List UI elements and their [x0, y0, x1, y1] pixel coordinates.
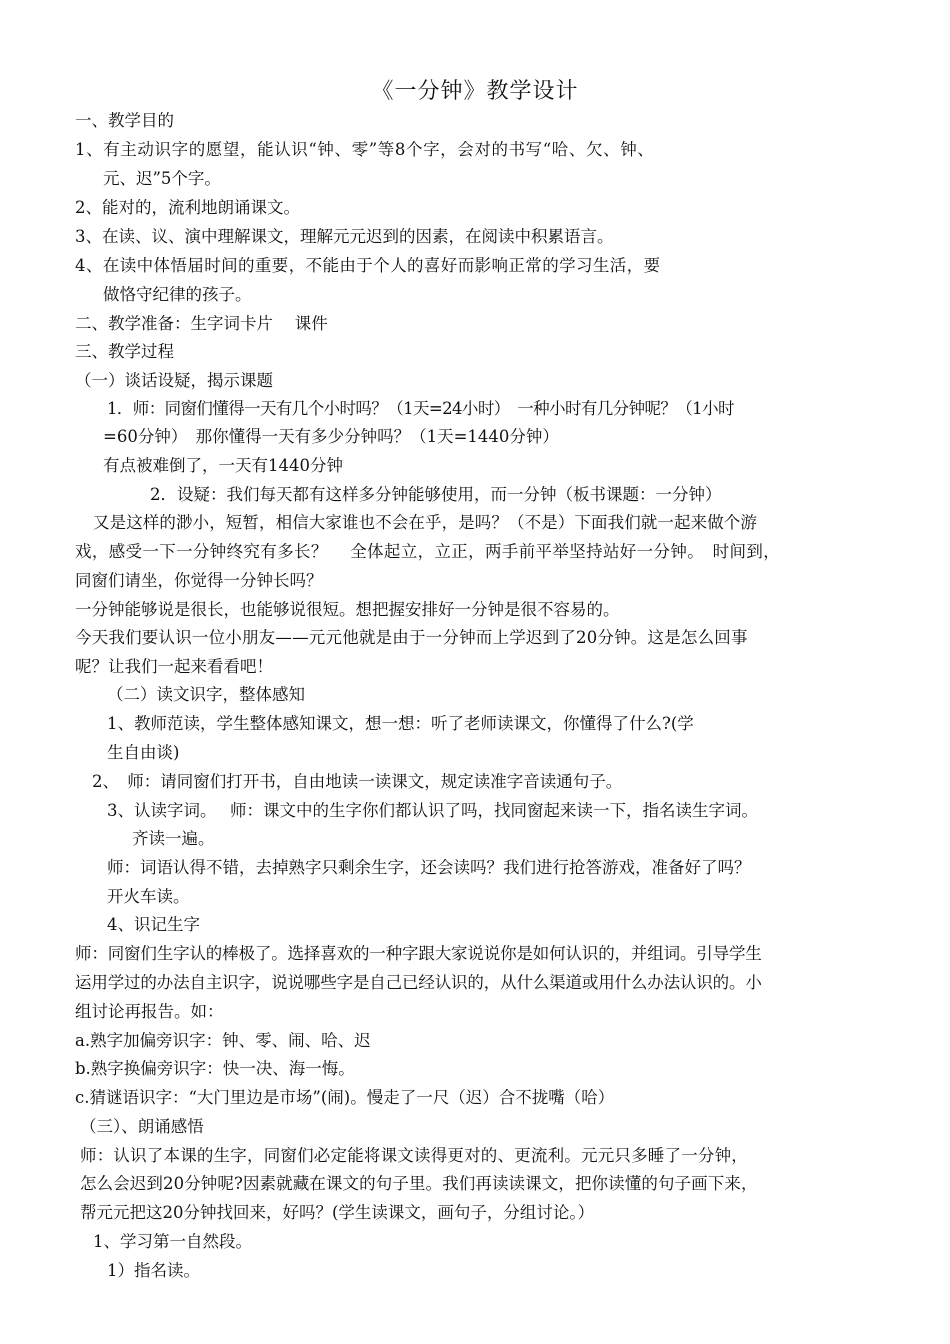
paragraph-line: 4、识记生字	[107, 915, 200, 934]
section-heading-preparation: 二、教学准备：生字词卡片 课件	[75, 314, 328, 333]
subsection-heading-2: （二）读文识字，整体感知	[107, 685, 305, 704]
paragraph-line: 运用学过的办法自主识字，说说哪些字是自己已经认识的，从什么渠道或用什么办法认识的。小	[75, 973, 762, 992]
paragraph-line: 2．设疑：我们每天都有这样多分钟能够使用，而一分钟（板书课题：一分钟）	[150, 485, 722, 504]
objective-4: 4、在读中体悟届时间的重要，不能由于个人的喜好而影响正常的学习生活，要	[75, 256, 661, 275]
objective-4-continued: 做恪守纪律的孩子。	[103, 285, 252, 304]
paragraph-line: 2、 师：请同窗们打开书，自由地读一读课文，规定读准字音读通句子。	[92, 772, 623, 791]
objective-3: 3、在读、议、演中理解课文，理解元元迟到的因素，在阅读中积累语言。	[75, 227, 614, 246]
paragraph-line: 组讨论再报告。如：	[75, 1002, 224, 1021]
paragraph-line: 戏，感受一下一分钟终究有多长？ 全体起立，立正，两手前平举坚持站好一分钟。 时间到，	[75, 542, 781, 561]
paragraph-line: 一分钟能够说是很长，也能够说很短。想把握安排好一分钟是很不容易的。	[75, 600, 620, 619]
paragraph-line: 怎么会迟到20分钟呢?因素就藏在课文的句子里。我们再读读课文，把你读懂的句子画下来，	[80, 1174, 758, 1193]
objective-1: 1、有主动识字的愿望，能认识“钟、零”等8个字，会对的书写“哈、欠、钟、	[75, 140, 655, 159]
paragraph-line: 又是这样的渺小，短暂，相信大家谁也不会在乎，是吗？（不是）下面我们就一起来做个游	[93, 513, 757, 532]
paragraph-line: 今天我们要认识一位小朋友——元元他就是由于一分钟而上学迟到了20分钟。这是怎么回事	[75, 628, 748, 647]
subsection-heading-1: （一）谈话设疑，揭示课题	[75, 371, 273, 390]
subsection-heading-3: （三）、朗诵感悟	[80, 1117, 204, 1136]
paragraph-line: 3、认读字词。 师：课文中的生字你们都认识了吗，找同窗起来读一下，指名读生字词。	[107, 801, 758, 820]
paragraph-line: 师：词语认得不错，去掉熟字只剩余生字，还会读吗？我们进行抢答游戏，准备好了吗？	[107, 858, 751, 877]
section-heading-process: 三、教学过程	[75, 342, 174, 361]
paragraph-line: 呢？让我们一起来看看吧！	[75, 657, 273, 676]
paragraph-line: 1）指名读。	[107, 1261, 200, 1280]
list-item: b.熟字换偏旁识字：快一决、海一悔。	[75, 1059, 355, 1078]
paragraph-line: =60分钟） 那你懂得一天有多少分钟吗？（1天=1440分钟）	[103, 427, 559, 446]
paragraph-line: 齐读一遍。	[132, 829, 215, 848]
paragraph-line: 生自由谈)	[107, 743, 180, 762]
paragraph-line: 开火车读。	[107, 887, 190, 906]
paragraph-line: 帮元元把这20分钟找回来，好吗？(学生读课文，画句子，分组讨论。）	[80, 1203, 595, 1222]
list-item: c.猜谜语识字：“大门里边是市场”(闹)。慢走了一尺（迟）合不拢嘴（哈）	[75, 1088, 615, 1107]
objective-2: 2、能对的，流利地朗诵课文。	[75, 198, 300, 217]
paragraph-line: 师：认识了本课的生字，同窗们必定能将课文读得更对的、更流利。元元只多睡了一分钟，	[80, 1146, 748, 1165]
objective-1-continued: 元、迟”5个字。	[103, 169, 221, 188]
paragraph-line: 1、教师范读，学生整体感知课文，想一想：听了老师读课文，你懂得了什么?(学	[107, 714, 694, 733]
document-title: 《一分钟》教学设计	[371, 79, 579, 104]
list-item: a.熟字加偏旁识字：钟、零、闹、哈、迟	[75, 1031, 371, 1050]
paragraph-line: 1、学习第一自然段。	[93, 1232, 252, 1251]
paragraph-line: 同窗们请坐，你觉得一分钟长吗？	[75, 571, 323, 590]
section-heading-objectives: 一、教学目的	[75, 111, 174, 130]
paragraph-line: 有点被难倒了，一天有1440分钟	[103, 456, 343, 475]
paragraph-line: 1．师：同窗们懂得一天有几个小时吗？（1天=24小时） 一种小时有几分钟呢？（1小时	[107, 399, 734, 418]
paragraph-line: 师：同窗们生字认的棒极了。选择喜欢的一种字跟大家说说你是如何认识的，并组词。引导学生	[75, 944, 762, 963]
